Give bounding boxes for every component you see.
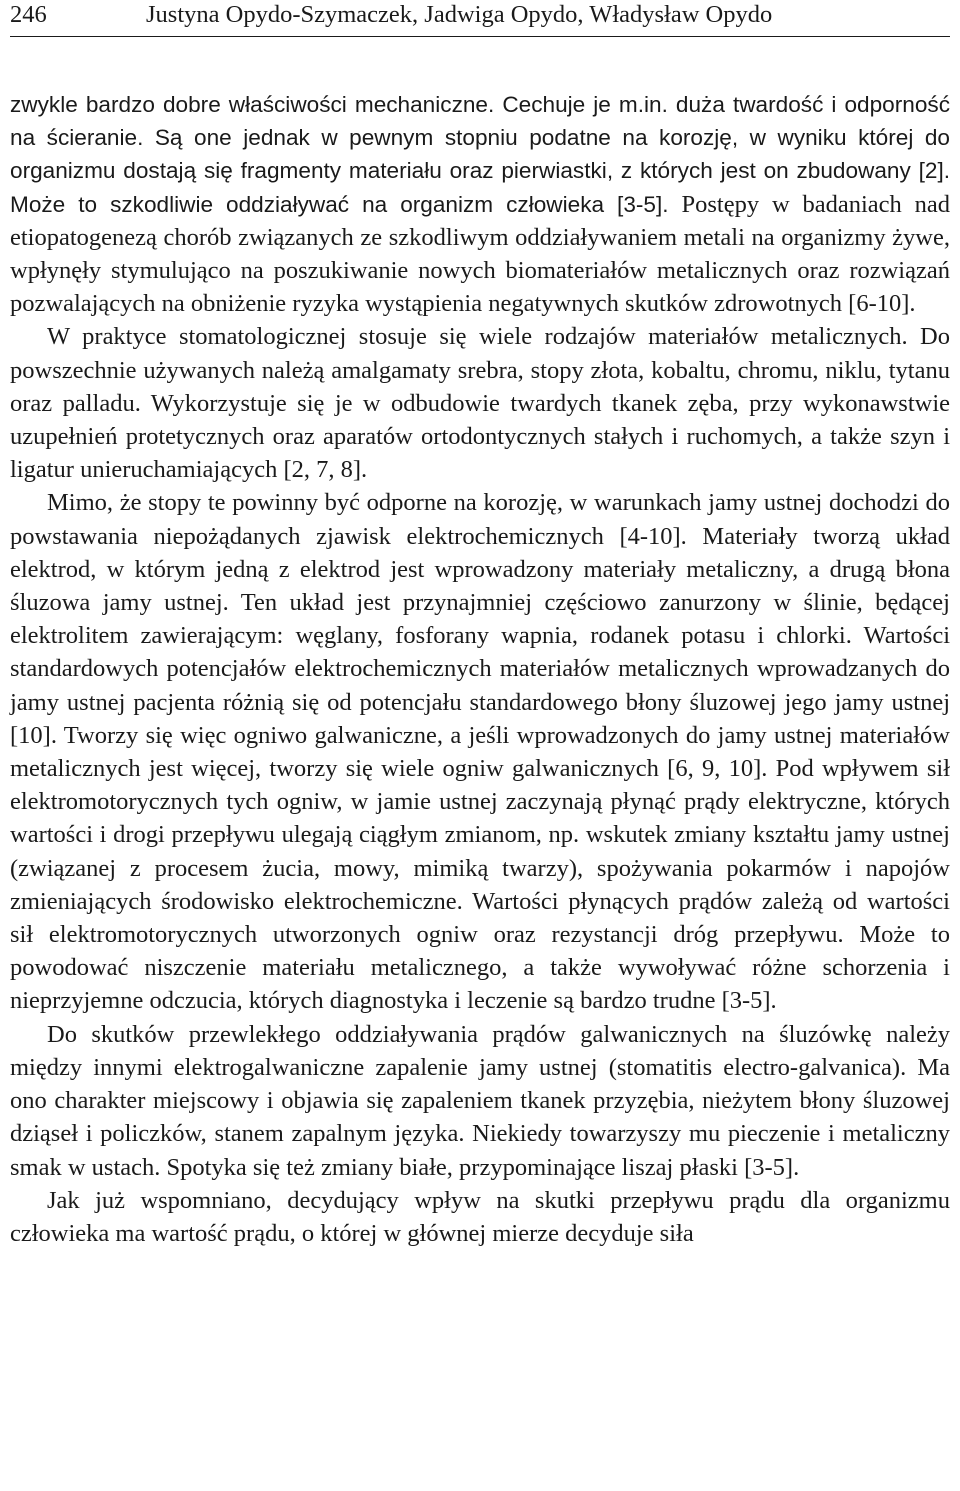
- running-head-authors: Justyna Opydo-Szymaczek, Jadwiga Opydo, Władysław Opydo: [146, 1, 773, 28]
- text-segment: zwykle bardzo dobre właściwości mechaniczne. Cechuje je m.in. duża twardość i odporność na ścieranie. Są one jednak w pewnym stopniu podatne na korozję, w wyniku której do organizmu dostają się fragmenty materiału oraz pierwiastki, z których jest on zbudowany [2].: [10, 92, 950, 184]
- paragraph: [10, 486, 950, 1017]
- article-body: [10, 88, 950, 1250]
- page-header: [10, 0, 950, 37]
- page-number: 246: [10, 1, 47, 28]
- paragraph: [10, 1018, 950, 1184]
- text-segment: Może to szkodliwie oddziaływać na organizm człowieka [3-5].: [10, 191, 682, 217]
- text-segment: Jak już wspomniano, decydujący wpływ na skutki przepływu prądu dla organizmu człowieka ma wartość prądu, o której w głównej mierze decyduje siła: [10, 1186, 950, 1247]
- text-segment: Mimo, że stopy te powinny być odporne na korozję, w warunkach jamy ustnej dochodzi do powstawania niepożądanych zjawisk elektrochemicznych [4-10]. Materiały tworzą układ elektrod, w którym jedną z elektrod jest wprowadzony materiały metaliczny, a drugą błona śluzowa jamy ustnej. Ten układ jest przynajmniej częściowo zanurzony w ślinie, będącej elektrolitem zawierającym: węglany, fosforany wapnia, rodanek potasu i chlorki. Wartości standardowych potencjałów elektrochemicznych materiałów metalicznych wprowadzanych do jamy ustnej pacjenta różnią się od potencjału standardowego błony śluzowej jego jamy ustnej [10]. Tworzy się więc ogniwo galwaniczne, a jeśli wprowadzonych do jamy ustnej materiałów metalicznych jest więcej, tworzy się wiele ogniw galwanicznych [6, 9, 10]. Pod wpływem sił elektromotorycznych tych ogniw, w jamie ustnej zaczynają płynąć prądy elektryczne, których wartości i drogi przepływu ulegają ciągłym zmianom, np. wskutek zmiany kształtu jamy ustnej (związanej z procesem żucia, mowy, mimiką twarzy), spożywania pokarmów i napojów zmieniających środowisko elektrochemiczne. Wartości płynących prądów zależą od wartości sił elektromotorycznych utworzonych ogniw oraz rezystancji dróg przepływu. Może to powodować niszczenie materiału metalicznego, a także wywoływać różne schorzenia i nieprzyjemne odczucia, których diagnostyka i leczenie są bardzo trudne [3-5].: [10, 489, 950, 1015]
- text-segment: Postępy w badaniach nad etiopatogenezą chorób związanych ze szkodliwym oddziaływaniem metali na organizmy żywe, wpłynęły stymulująco na poszukiwanie nowych biomateriałów metalicznych oraz rozwiązań pozwalających na obniżenie ryzyka wystąpienia negatywnych skutków zdrowotnych [6-10].: [10, 190, 950, 318]
- text-segment: W praktyce stomatologicznej stosuje się wiele rodzajów materiałów metalicznych. Do powszechnie używanych należą amalgamaty srebra, stopy złota, kobaltu, chromu, niklu, tytanu oraz palladu. Wykorzystuje się je w odbudowie twardych tkanek zęba, przy wykonawstwie uzupełnień protetycznych oraz aparatów ortodontycznych stałych i ruchomych, a także szyn i ligatur unieruchamiających [2, 7, 8].: [10, 323, 950, 484]
- text-segment: Do skutków przewlekłego oddziaływania prądów galwanicznych na śluzówkę należy między innymi elektrogalwaniczne zapalenie jamy ustnej (stomatitis electro-galvanica). Ma ono charakter miejscowy i objawia się zapaleniem tkanek przyzębia, nieżytem błony śluzowej dziąseł i policzków, stanem zapalnym języka. Niekiedy towarzyszy mu pieczenie i metaliczny smak w ustach. Spotyka się też zmiany białe, przypominające liszaj płaski [3-5].: [10, 1020, 950, 1181]
- paragraph: [10, 1184, 950, 1250]
- paragraph: [10, 320, 950, 486]
- paragraph: [10, 88, 950, 320]
